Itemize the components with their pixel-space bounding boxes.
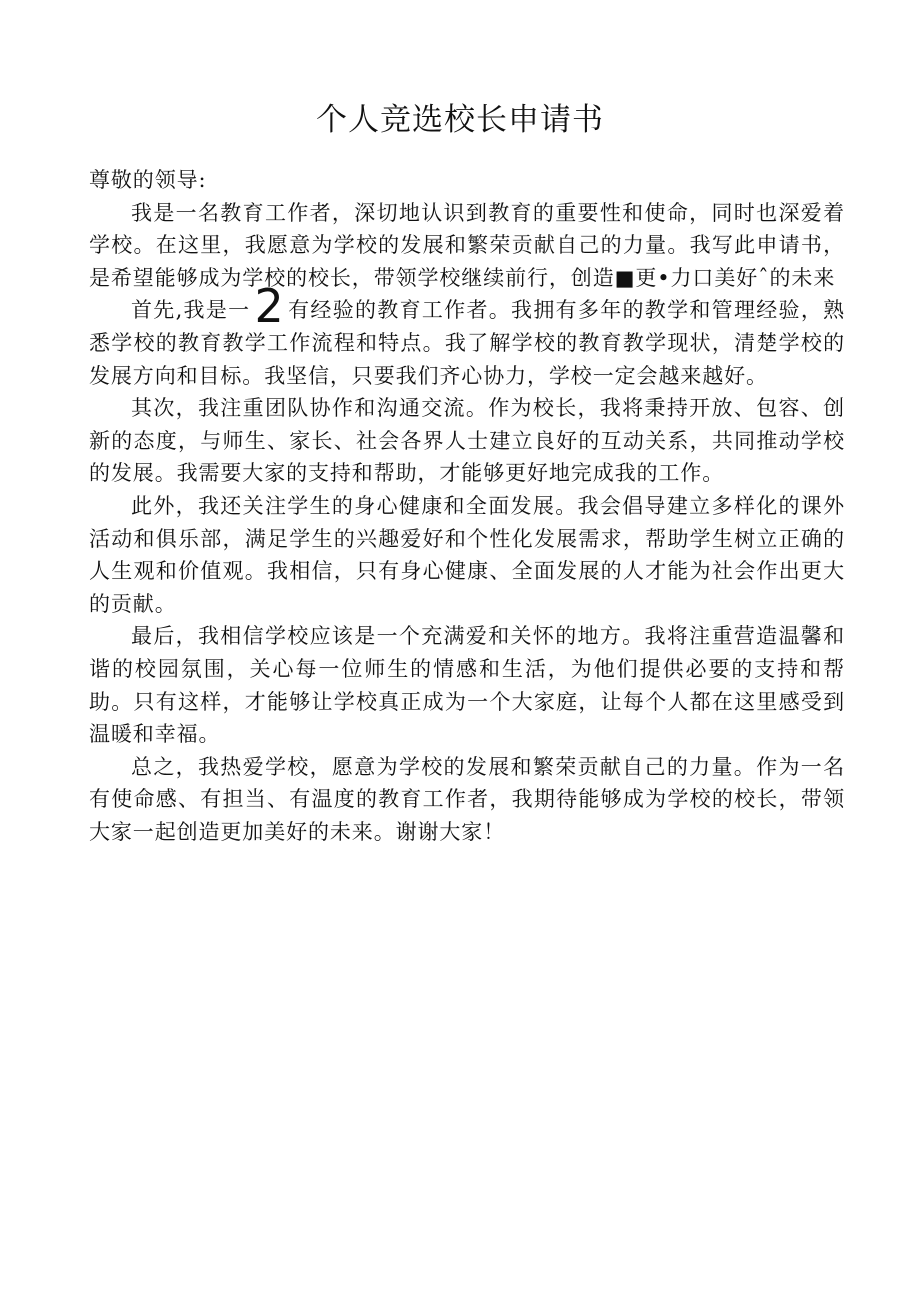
salutation: 尊敬的领导: xyxy=(89,168,207,192)
document-title: 个人竞选校长申请书 xyxy=(316,102,604,138)
paragraph-third: 此外，我还关注学生的身心健康和全面发展。我会倡导建立多样化的课外活动和俱乐部，满足学生的兴趣爱好和个性化发展需求，帮助学生树立正确的人生观和价值观。我相信，只有身心健康、全面发展的人才能为社会作出更大的贡献。 xyxy=(89,493,845,616)
paragraph-first-lead: 首先,我是一 xyxy=(131,298,251,323)
paragraph-fourth: 最后，我相信学校应该是一个充满爱和关怀的地方。我将注重营造温馨和谐的校园氛围，关心每一位师生的情感和生活，为他们提供必要的支持和帮助。只有这样，才能够让学校真正成为一个大家庭，让每个人都在这里感受到温暖和幸福。 xyxy=(89,624,845,747)
paragraph-conclusion: 总之，我热爱学校，愿意为学校的发展和繁荣贡献自己的力量。作为一名有使命感、有担当、有温度的教育工作者，我期待能够成为学校的校长，带领大家一起创造更加美好的未来。谢谢大家！ xyxy=(89,754,845,844)
large-number-glyph: 2 xyxy=(254,279,284,334)
document-body xyxy=(89,164,845,848)
paragraph-first xyxy=(89,279,846,392)
paragraph-intro: 我是一名教育工作者，深切地认识到教育的重要性和使命，同时也深爱着学校。在这里，我愿意为学校的发展和繁荣贡献自己的力量。我写此申请书，是希望能够成为学校的校长，带领学校继续前行，创造■更•力口美好ˆ的未来 xyxy=(89,200,845,290)
paragraph-second: 其次，我注重团队协作和沟通交流。作为校长，我将秉持开放、包容、创新的态度，与师生、家长、社会各界人士建立良好的互动关系，共同推动学校的发展。我需要大家的支持和帮助，才能够更好地完成我的工作。 xyxy=(89,396,845,486)
paragraph-first-rest: 有经验的教育工作者。我拥有多年的教学和管理经验，熟悉学校的教育教学工作流程和特点。我了解学校的教育教学现状，清楚学校的发展方向和目标。我坚信，只要我们齐心协力，学校一定会越来越好。 xyxy=(89,298,846,388)
